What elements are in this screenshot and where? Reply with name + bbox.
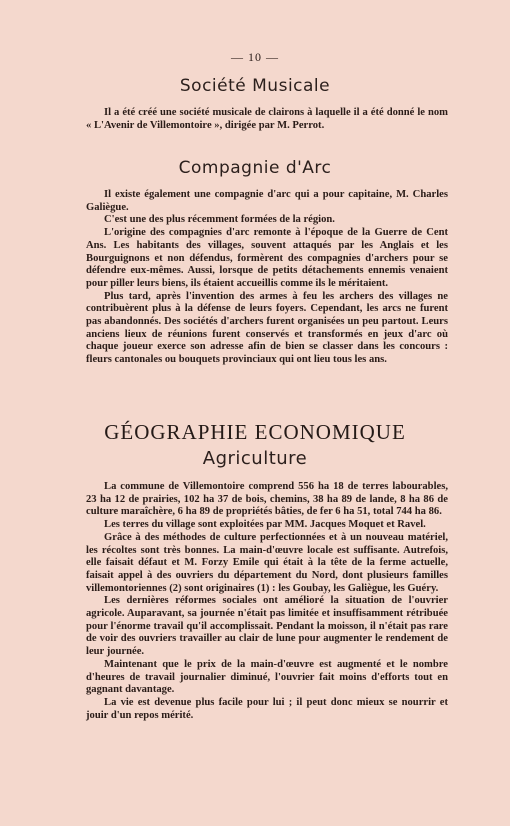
heading-compagnie-arc: Compagnie d'Arc — [178, 158, 332, 178]
paragraph: Les terres du village sont exploitées par MM. Jacques Moquet et Ravel. — [104, 519, 426, 531]
paragraph: Il existe également une compagnie d'arc qui a pour capitaine, M. Charles Galiègue. — [86, 189, 448, 213]
heading-societe-musicale: Société Musicale — [179, 76, 331, 96]
paragraph: L'origine des compagnies d'arc remonte à l'époque de la Guerre de Cent Ans. Les habitants des villages, souvent attaqués par les Anglais et les Bourguignons et non défendus, formèrent des compagnies d'archers pour se défendre eux-mêmes. Aussi, lorsque de petits détachements ennemis venaient pour piller leurs biens, ils étaient accueillis comme ils le méritaient. — [86, 227, 448, 289]
heading-geographie-economique: GÉOGRAPHIE ECONOMIQUE — [104, 420, 406, 444]
heading-agriculture: Agriculture — [202, 448, 308, 469]
paragraph: La vie est devenue plus facile pour lui ; il peut donc mieux se nourrir et jouir d'un repos mérité. — [86, 696, 448, 721]
paragraph: Maintenant que le prix de la main-d'œuvre est augmenté et le nombre d'heures de travail journalier diminué, l'ouvrier fait moins d'efforts tout en gagnant davantage. — [86, 658, 448, 696]
paragraph: La commune de Villemontoire comprend 556 ha 18 de terres labourables, 23 ha 12 de prairies, 102 ha 37 de bois, chemins, 38 ha 89 de lande, 8 ha 86 de culture maraîchère, 6 ha 89 de propriétés bâties, de fer 6 ha 51, total 744 ha 86. — [86, 481, 448, 518]
paragraph: C'est une des plus récemment formées de la région. — [104, 214, 335, 226]
paragraph: Il a été créé une société musicale de clairons à laquelle il a été donné le nom « L'Avenir de Villemontoire », dirigée par M. Perrot. — [86, 107, 448, 131]
paragraph-block-arc — [86, 189, 448, 367]
paragraph-block-musicale — [86, 107, 448, 132]
paragraph-block-agriculture — [86, 481, 448, 722]
page-number: — 10 — — [231, 50, 279, 64]
paragraph: Grâce à des méthodes de culture perfectionnées et à un nouveau matériel, les récoltes sont très bonnes. La main-d'œuvre locale est suffisante. Autrefois, elle faisait défaut et M. Forzy Emile qui était à la tête de la ferme actuelle, faisait appel à des ouvriers du département du Nord, dont plusieurs familles villemontoriennes (2) sont originaires (1) : les Goubay, les Galiègue, les Guéry. — [86, 531, 448, 594]
paragraph: Plus tard, après l'invention des armes à feu les archers des villages ne contribuèrent plus à la défense de leurs foyers. Cependant, les arcs ne furent pas abandonnés. Des sociétés d'archers furent organisées un peu partout. Leurs anciens lieux de réunions furent conservés et transformés en jeux d'arc où chaque joueur exerce son adresse afin de bien se classer dans les concours : fleurs cantonales ou bouquets provinciaux qui ont lieu tous les ans. — [86, 290, 448, 366]
paragraph: Les dernières réformes sociales ont amélioré la situation de l'ouvrier agricole. Auparavant, sa journée n'était pas limitée et insuffisamment rétribuée pour l'énorme travail qu'il accomplissait. Pendant la moisson, il n'était pas rare de voir des ouvriers travailler au clair de lune pour augmenter le rendement de leur journée. — [86, 595, 448, 658]
